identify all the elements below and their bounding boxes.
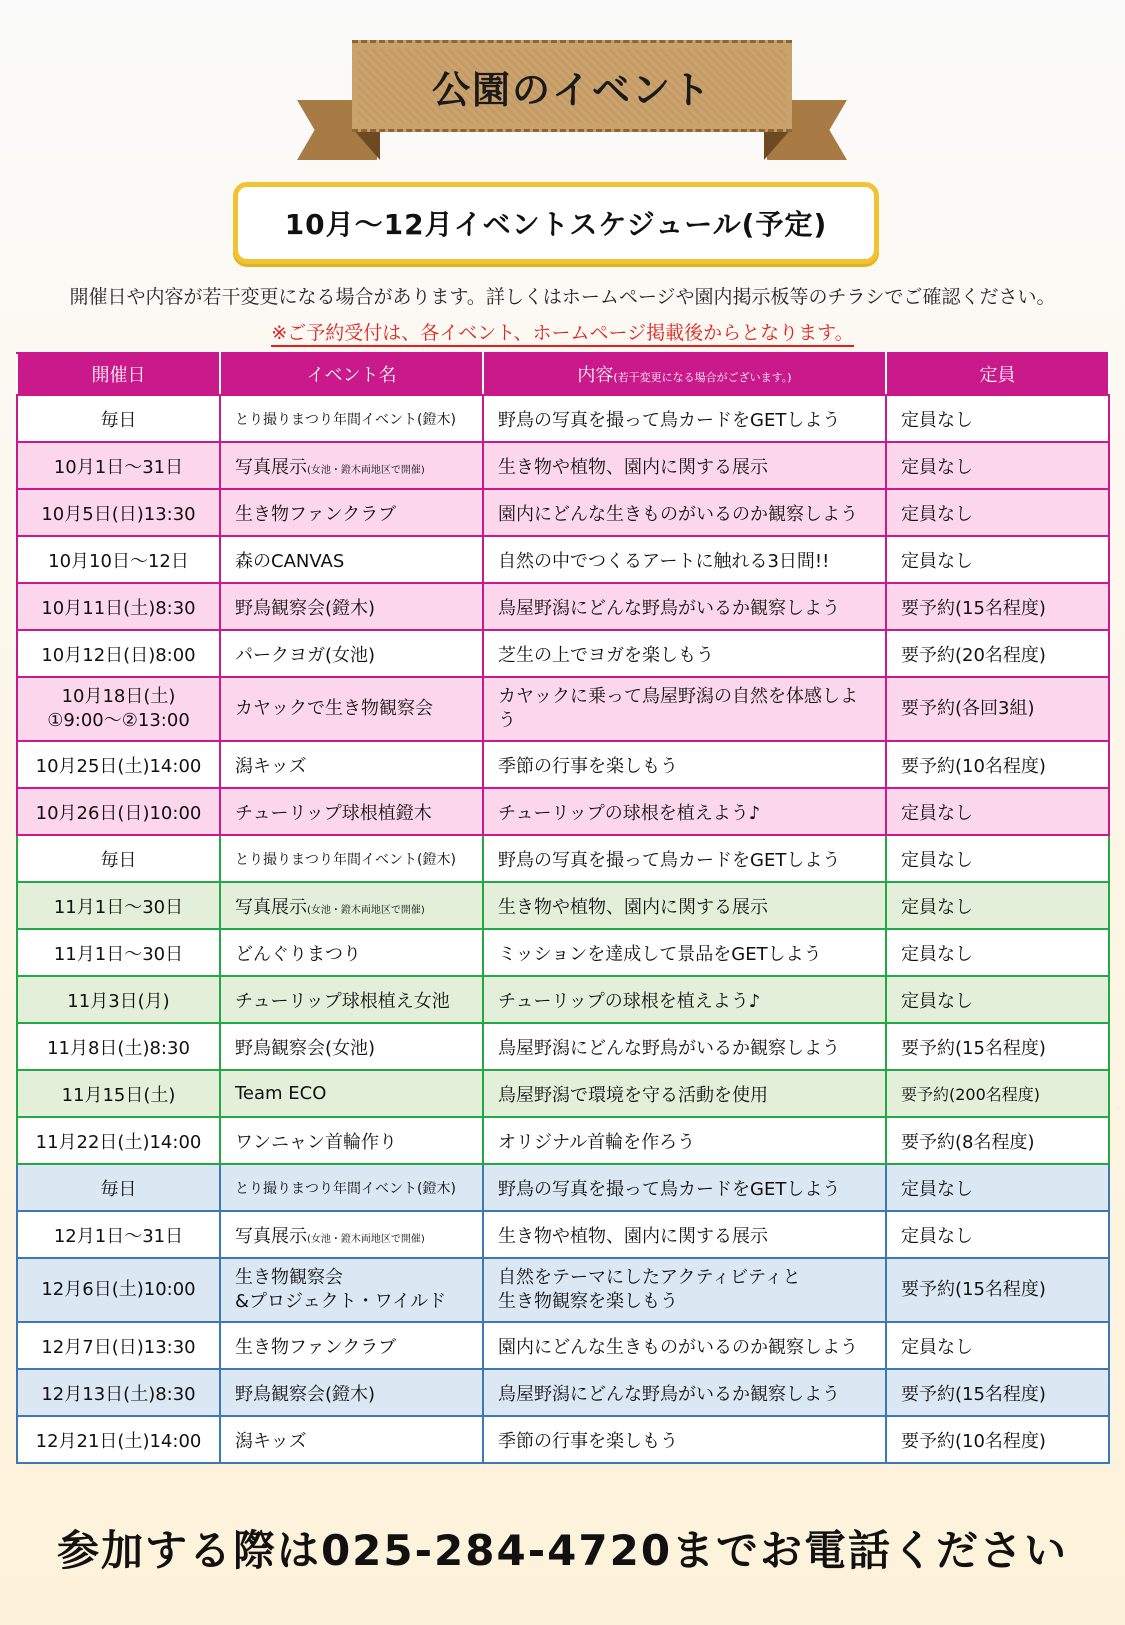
row-event-line2: &プロジェクト・ワイルド: [235, 1291, 447, 1312]
row-event: ワンニャン首輪作り: [220, 1117, 483, 1164]
row-capacity: 定員なし: [886, 489, 1109, 536]
row-content: 季節の行事を楽しもう: [483, 1416, 886, 1463]
row-event: とり撮りまつり年間イベント(鐙木): [220, 395, 483, 442]
row-capacity: 定員なし: [886, 882, 1109, 929]
row-content: 自然の中でつくるアートに触れる3日間!!: [483, 536, 886, 583]
row-capacity: 定員なし: [886, 835, 1109, 882]
row-content: チューリップの球根を植えよう♪: [483, 788, 886, 835]
row-event: 野鳥観察会(鐙木): [220, 583, 483, 630]
row-content: 野鳥の写真を撮って鳥カードをGETしよう: [483, 1164, 886, 1211]
row-capacity: 要予約(15名程度): [886, 583, 1109, 630]
row-capacity: 定員なし: [886, 788, 1109, 835]
row-event-line1: 生き物観察会: [235, 1267, 343, 1288]
table-row: [17, 1322, 1109, 1369]
table-row: [17, 442, 1109, 489]
row-event: 野鳥観察会(女池): [220, 1023, 483, 1070]
row-content: カヤックに乗って鳥屋野潟の自然を体感しよう: [483, 677, 886, 741]
row-content: ミッションを達成して景品をGETしよう: [483, 929, 886, 976]
row-content: 野鳥の写真を撮って鳥カードをGETしよう: [483, 835, 886, 882]
row-capacity: 要予約(15名程度): [886, 1023, 1109, 1070]
title-ribbon: [352, 40, 792, 162]
row-event: 潟キッズ: [220, 1416, 483, 1463]
row-date: 10月5日(日)13:30: [17, 489, 220, 536]
row-content: 鳥屋野潟にどんな野鳥がいるか観察しよう: [483, 583, 886, 630]
row-date-line1: 10月18日(土): [61, 686, 176, 707]
row-date: 12月6日(土)10:00: [17, 1258, 220, 1322]
row-date: 11月8日(土)8:30: [17, 1023, 220, 1070]
row-date: 毎日: [17, 395, 220, 442]
row-content: 野鳥の写真を撮って鳥カードをGETしよう: [483, 395, 886, 442]
row-event-note: (女池・鐙木両地区で開催): [307, 464, 425, 476]
row-event: とり撮りまつり年間イベント(鐙木): [220, 835, 483, 882]
row-content: チューリップの球根を植えよう♪: [483, 976, 886, 1023]
row-date: 10月1日〜31日: [17, 442, 220, 489]
row-content: 園内にどんな生きものがいるのか観察しよう: [483, 489, 886, 536]
row-date: 12月13日(土)8:30: [17, 1369, 220, 1416]
row-content-line1: 自然をテーマにしたアクティビティと: [498, 1267, 801, 1288]
row-content: 鳥屋野潟にどんな野鳥がいるか観察しよう: [483, 1023, 886, 1070]
row-event: カヤックで生き物観察会: [220, 677, 483, 741]
table-row: [17, 1416, 1109, 1463]
row-capacity: 要予約(各回3組): [886, 677, 1109, 741]
row-date: 11月1日〜30日: [17, 882, 220, 929]
page-title: 公園のイベント: [431, 67, 712, 112]
table-row: [17, 788, 1109, 835]
table-row: [17, 1369, 1109, 1416]
row-capacity: 定員なし: [886, 442, 1109, 489]
row-date: 10月10日〜12日: [17, 536, 220, 583]
row-content: オリジナル首輪を作ろう: [483, 1117, 886, 1164]
phone-contact-footer: 参加する際は025-284-4720までお電話ください: [56, 1526, 1069, 1575]
row-event-note: (女池・鐙木両地区で開催): [307, 904, 425, 916]
reservation-notice-text: ※ご予約受付は、各イベント、ホームページ掲載後からとなります。: [271, 322, 853, 347]
table-row: [17, 630, 1109, 677]
table-row: [17, 882, 1109, 929]
row-capacity: 要予約(10名程度): [886, 1416, 1109, 1463]
header-capacity: 定員: [886, 353, 1109, 395]
row-content: 芝生の上でヨガを楽しもう: [483, 630, 886, 677]
row-capacity: 要予約(8名程度): [886, 1117, 1109, 1164]
row-date: 毎日: [17, 1164, 220, 1211]
row-capacity: 要予約(15名程度): [886, 1258, 1109, 1322]
row-event: 生き物ファンクラブ: [220, 1322, 483, 1369]
row-event-label: 写真展示: [235, 456, 307, 478]
row-content: [483, 1258, 886, 1322]
row-event: チューリップ球根植え女池: [220, 976, 483, 1023]
row-event: 野鳥観察会(鐙木): [220, 1369, 483, 1416]
row-content: 生き物や植物、園内に関する展示: [483, 442, 886, 489]
row-content: 鳥屋野潟にどんな野鳥がいるか観察しよう: [483, 1369, 886, 1416]
header-date: 開催日: [17, 353, 220, 395]
row-date: 12月1日〜31日: [17, 1211, 220, 1258]
table-row: [17, 1211, 1109, 1258]
row-event-note: (女池・鐙木両地区で開催): [307, 1233, 425, 1245]
row-content: 季節の行事を楽しもう: [483, 741, 886, 788]
row-event: とり撮りまつり年間イベント(鐙木): [220, 1164, 483, 1211]
header-content-label: 内容: [577, 365, 614, 386]
row-capacity: 定員なし: [886, 1322, 1109, 1369]
row-event-label: 写真展示: [235, 1225, 307, 1247]
table-row: [17, 677, 1109, 741]
table-row: [17, 395, 1109, 442]
schedule-subtitle-box: [233, 182, 879, 264]
table-row: [17, 741, 1109, 788]
ribbon-body: [352, 40, 792, 132]
row-event: [220, 1211, 483, 1258]
row-date: 10月25日(土)14:00: [17, 741, 220, 788]
row-event: [220, 1258, 483, 1322]
row-capacity: 定員なし: [886, 1164, 1109, 1211]
row-content: 生き物や植物、園内に関する展示: [483, 1211, 886, 1258]
row-capacity: 定員なし: [886, 1211, 1109, 1258]
row-date: 11月15日(土): [17, 1070, 220, 1117]
row-capacity: 要予約(20名程度): [886, 630, 1109, 677]
row-capacity: 要予約(15名程度): [886, 1369, 1109, 1416]
row-capacity: 要予約(10名程度): [886, 741, 1109, 788]
table-row: [17, 976, 1109, 1023]
row-capacity: 定員なし: [886, 536, 1109, 583]
table-row: [17, 536, 1109, 583]
row-capacity: 定員なし: [886, 976, 1109, 1023]
row-event: 森のCANVAS: [220, 536, 483, 583]
header-event: イベント名: [220, 353, 483, 395]
event-schedule-table: [16, 352, 1110, 1464]
table-row: [17, 835, 1109, 882]
row-date: 10月11日(土)8:30: [17, 583, 220, 630]
row-event: パークヨガ(女池): [220, 630, 483, 677]
row-capacity: 要予約(200名程度): [886, 1070, 1109, 1117]
row-date: 12月7日(日)13:30: [17, 1322, 220, 1369]
table-row: [17, 1258, 1109, 1322]
table-header-row: [17, 353, 1109, 395]
row-event: 生き物ファンクラブ: [220, 489, 483, 536]
row-event: Team ECO: [220, 1070, 483, 1117]
row-content: 生き物や植物、園内に関する展示: [483, 882, 886, 929]
row-content: 鳥屋野潟で環境を守る活動を使用: [483, 1070, 886, 1117]
row-date-line2: ①9:00〜②13:00: [47, 710, 190, 731]
table-row: [17, 1164, 1109, 1211]
change-notice: 開催日や内容が若干変更になる場合があります。詳しくはホームページや園内掲示板等のチラシでご確認ください。: [69, 286, 1056, 308]
table-row: [17, 929, 1109, 976]
row-date: 10月26日(日)10:00: [17, 788, 220, 835]
row-capacity: 定員なし: [886, 929, 1109, 976]
row-event: チューリップ球根植鐙木: [220, 788, 483, 835]
row-event: [220, 442, 483, 489]
row-date: 10月12日(日)8:00: [17, 630, 220, 677]
row-event: どんぐりまつり: [220, 929, 483, 976]
row-content: 園内にどんな生きものがいるのか観察しよう: [483, 1322, 886, 1369]
header-content-note: (若干変更になる場合がございます。): [613, 371, 792, 384]
table-row: [17, 489, 1109, 536]
reservation-notice: [0, 318, 1125, 345]
schedule-subtitle: 10月〜12月イベントスケジュール(予定): [284, 208, 828, 241]
row-content-line2: 生き物観察を楽しもう: [498, 1291, 678, 1312]
row-event-label: 写真展示: [235, 896, 307, 918]
table-row: [17, 583, 1109, 630]
row-date: 毎日: [17, 835, 220, 882]
row-event: [220, 882, 483, 929]
table-row: [17, 1023, 1109, 1070]
row-date: 11月3日(月): [17, 976, 220, 1023]
row-date: 11月22日(土)14:00: [17, 1117, 220, 1164]
table-row: [17, 1117, 1109, 1164]
row-date: 12月21日(土)14:00: [17, 1416, 220, 1463]
row-date: 11月1日〜30日: [17, 929, 220, 976]
header-content: [483, 353, 886, 395]
row-capacity: 定員なし: [886, 395, 1109, 442]
row-date: [17, 677, 220, 741]
table-row: [17, 1070, 1109, 1117]
row-event: 潟キッズ: [220, 741, 483, 788]
